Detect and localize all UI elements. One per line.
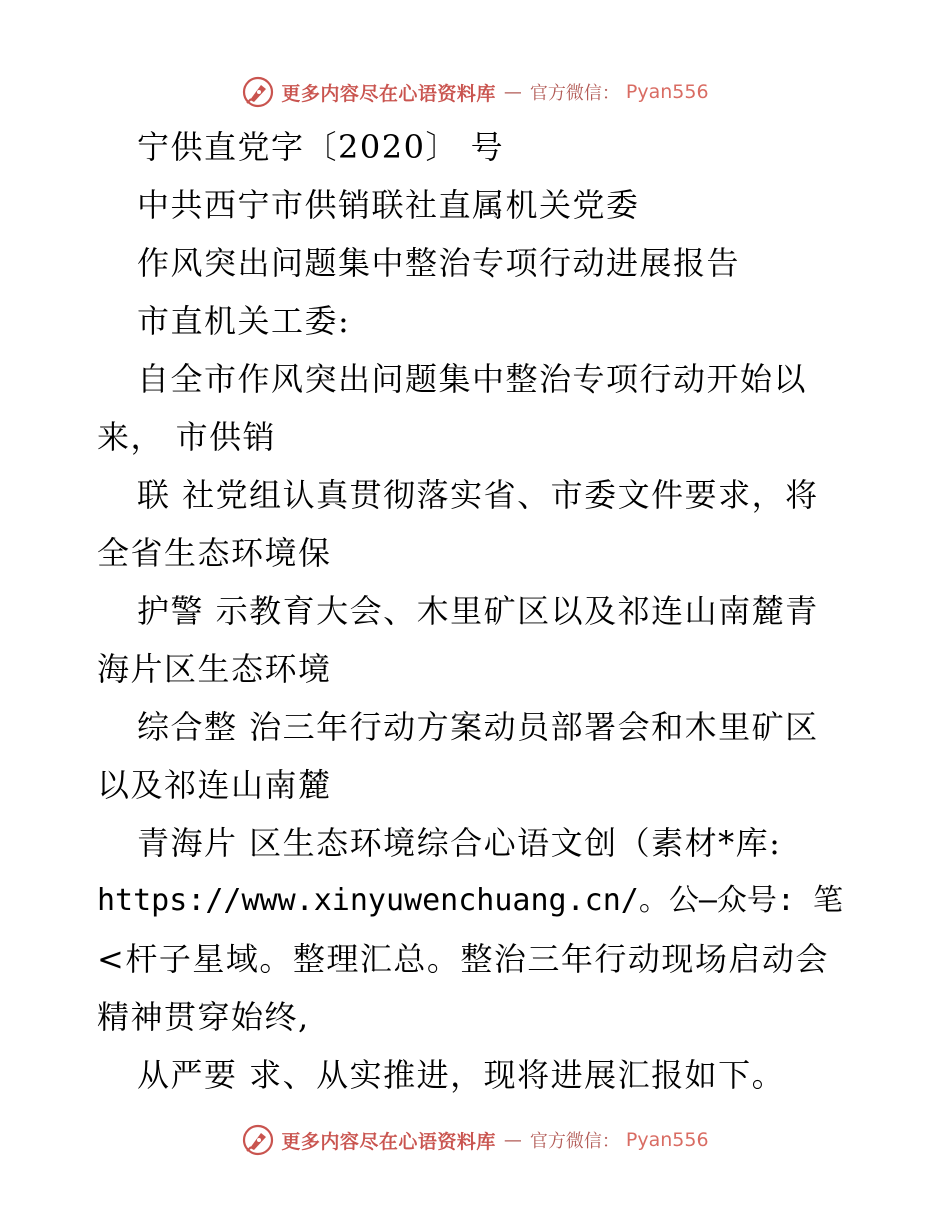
body-line: 来， 市供销 <box>97 418 277 456</box>
pen-nib-logo-icon <box>241 1123 275 1157</box>
body-line: 自全市作风突出问题集中整治专项行动开始以 <box>137 360 808 398</box>
body-line: <杆子星域。整理汇总。整治三年行动现场启动会 <box>97 940 829 978</box>
report-title: 作风突出问题集中整治专项行动进展报告 <box>137 244 741 282</box>
body-line: 青海片 区生态环境综合心语文创（素材*库: <box>137 824 782 862</box>
document-body <box>97 118 857 1104</box>
body-line-url: https://www.xinyuwenchuang.cn/。公—众号: 笔 <box>97 883 844 918</box>
body-line: 全省生态环境保 <box>97 534 332 572</box>
body-line: 从严要 求、从实推进，现将进展汇报如下。 <box>137 1056 786 1094</box>
doc-number: 宁供直党字〔2020〕 号 <box>137 128 505 166</box>
issuing-organization: 中共西宁市供销联社直属机关党委 <box>137 186 640 224</box>
pen-nib-logo-icon <box>241 75 275 109</box>
banner-wechat-id: Pyan556 <box>625 81 709 103</box>
header-watermark-banner <box>0 72 950 112</box>
banner-wechat-id: Pyan556 <box>625 1129 709 1151</box>
body-line: 综合整 治三年行动方案动员部署会和木里矿区 <box>137 708 819 746</box>
body-line: 精神贯穿始终, <box>97 998 310 1036</box>
footer-watermark-banner <box>0 1120 950 1160</box>
banner-dash: — <box>503 81 522 103</box>
recipient: 市直机关工委: <box>137 302 351 340</box>
banner-text: 更多内容尽在心语资料库 <box>281 82 496 105</box>
body-line: 以及祁连山南麓 <box>97 766 332 804</box>
body-line: 联 社党组认真贯彻落实省、市委文件要求，将 <box>137 476 819 514</box>
banner-text: 更多内容尽在心语资料库 <box>281 1130 496 1153</box>
banner-wechat-label: 官方微信： <box>529 1131 620 1152</box>
banner-dash: — <box>503 1129 522 1151</box>
body-line: 护警 示教育大会、木里矿区以及祁连山南麓青 <box>137 592 819 630</box>
banner-wechat-label: 官方微信： <box>529 83 620 104</box>
body-line: 海片区生态环境 <box>97 650 332 688</box>
